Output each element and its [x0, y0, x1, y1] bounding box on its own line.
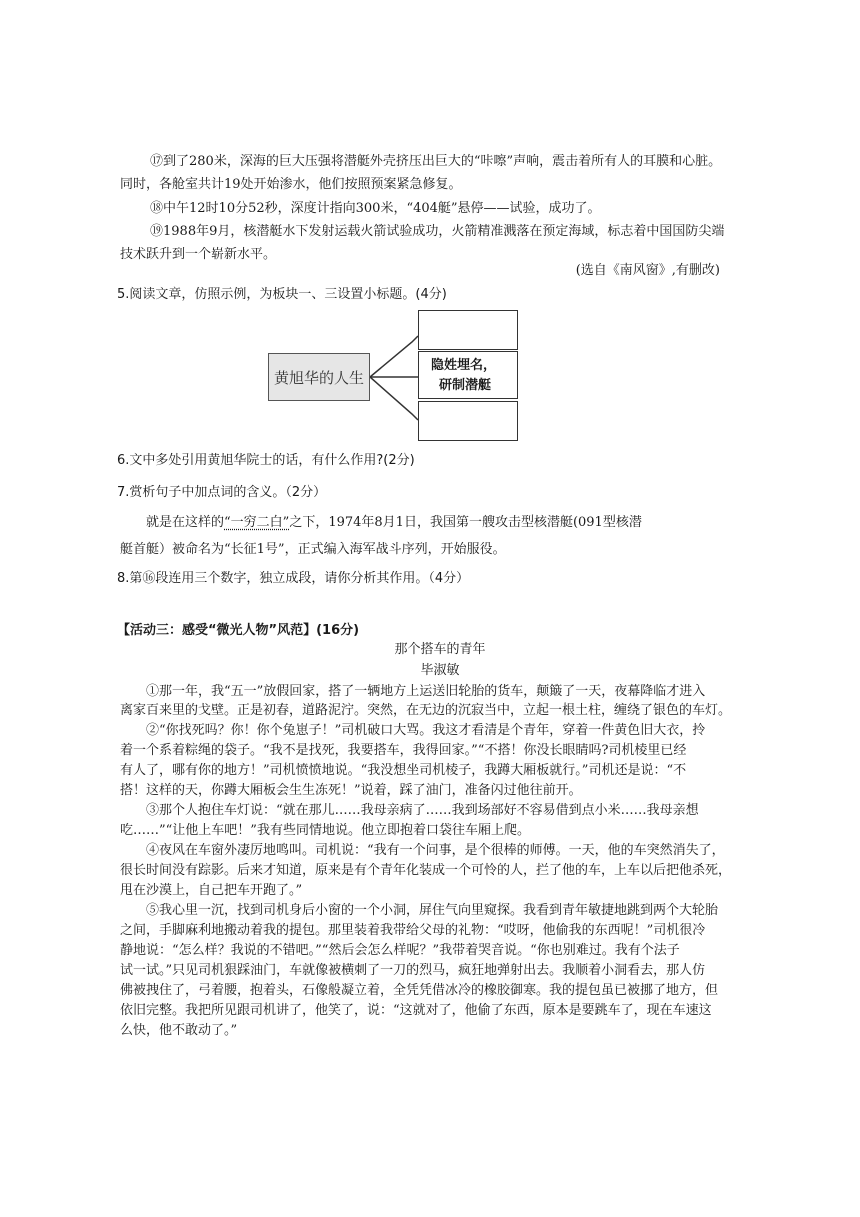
story-line: 吃……”“让他上车吧！”我有些同情地说。他立即抱着口袋往车厢上爬。: [120, 823, 530, 838]
story-line: 很长时间没有踪影。后来才知道，原来是有个青年化装成一个可怜的人，拦了他的车，上车以后把他杀死，: [120, 863, 732, 878]
question-8: 8.第⑯段连用三个数字，独立成段，请你分析其作用。（4分）: [117, 571, 470, 586]
question-7-sentence: [146, 514, 642, 532]
source-note: (选自《南风窗》,有删改): [575, 263, 720, 278]
q7-sentence-part-b: 之下，1974年8月1日，我国第一艘攻击型核潜艇(091型核潜: [289, 515, 642, 530]
question-7: 7.赏析句子中加点词的含义。（2分）: [117, 485, 327, 500]
story-line: 静地说：“怎么样？我说的不错吧。”“然后会怎么样呢？”我带着哭音说。“你也别难过。我有个法子: [120, 943, 680, 958]
story-line: ③那个人抱住车灯说：“就在那儿……我母亲病了……我到场部好不容易借到点小米……我母亲想: [146, 803, 699, 818]
diagram-root-label: 黄旭华的人生: [273, 368, 364, 387]
diagram-blank-box-3[interactable]: [418, 401, 518, 441]
passage-paragraph-19-cont: 技术跃升到一个崭新水平。: [120, 247, 277, 262]
diagram-root-box: [268, 353, 370, 401]
passage-paragraph-17: ⑰到了280米，深海的巨大压强将潜艇外壳挤压出巨大的“咔嚓”声响，震击着所有人的耳膜和心脏。: [150, 154, 722, 169]
diagram-middle-line2: 研制潜艇: [439, 378, 492, 393]
question-6: 6.文中多处引用黄旭华院士的话，有什么作用?(2分): [117, 453, 415, 468]
story-line: ④夜风在车窗外凄厉地鸣叫。司机说：“我有一个问事，是个很棒的师傅。一天，他的车突然消失了，: [146, 843, 725, 858]
story-author: 毕淑敏: [420, 663, 460, 678]
diagram-middle-line1: 隐姓埋名，: [431, 358, 497, 373]
story-line: 搭！这样的天，你蹲大厢板会生生冻死！”说着，踩了油门，准备闪过他往前开。: [120, 783, 582, 798]
passage-paragraph-17-cont: 同时，各舱室共计19处开始渗水，他们按照预案紧急修复。: [120, 177, 462, 192]
story-line: 有人了，哪有你的地方！”司机愤愤地说。“我没想坐司机棱子，我蹲大厢板就行。”司机还是说：“不: [120, 763, 687, 778]
story-line: 佛被拽住了，弓着腰，抱着头，石像般凝立着，全凭凭借冰冷的橡胶御寒。我的提包虽已被挪了地方，但: [120, 983, 719, 998]
story-line: 依旧完整。我把所见跟司机讲了，他笑了，说：“这就对了，他偷了东西，原本是要跳车了，现在车速这: [120, 1003, 712, 1018]
story-line: ②“你找死吗？你！你个兔崽子！”司机破口大骂。我这才看清是个青年，穿着一件黄色旧大衣，拎: [146, 723, 706, 738]
story-title: 那个搭车的青年: [394, 642, 486, 657]
q7-sentence-part-a: 就是在这样的: [146, 515, 225, 530]
story-line: 着一个系着粽绳的袋子。“我不是找死，我要搭车，我得回家。”“不搭！你没长眼睛吗?司机棱里已经: [120, 743, 687, 758]
story-line: 甩在沙漠上，自己把车开跑了。”: [120, 883, 303, 898]
story-line: 试一试。”只见司机狠踩油门，车就像被横刺了一刀的烈马，疯狂地弹射出去。我顺着小洞看去，那人仿: [120, 963, 706, 978]
question-5: 5.阅读文章，仿照示例，为板块一、三设置小标题。(4分): [117, 287, 447, 302]
question-7-sentence-cont: 艇首艇）被命名为“长征1号”，正式编入海军战斗序列，开始服役。: [120, 542, 506, 557]
passage-paragraph-18: ⑱中午12时10分52秒，深度计指向300米，“404艇”悬停——试验，成功了。: [150, 201, 601, 216]
story-line: ⑤我心里一沉，找到司机身后小窗的一个小洞，屏住气向里窥探。我看到青年敏捷地跳到两个大轮胎: [146, 903, 719, 918]
activity-three-heading: 【活动三：感受“微光人物”风范】(16分): [117, 623, 360, 638]
story-line: 之间，手脚麻利地搬动着我的提包。那里装着我带给父母的礼物：“哎呀，他偷我的东西呢！”司机很冷: [120, 923, 706, 938]
story-line: 离家百来里的戈壁。正是初春，道路泥泞。突然，在无边的沉寂当中，立起一根土柱，缠绕了银色的车灯。: [120, 703, 732, 718]
story-line: 么快，他不敢动了。”: [120, 1023, 238, 1038]
diagram-blank-box-1[interactable]: [418, 310, 518, 350]
q7-dotted-word: “一穷二白”: [224, 515, 290, 530]
story-line: ①那一年，我“五一”放假回家，搭了一辆地方上运送旧轮胎的货车，颠簸了一天，夜幕降临才进入: [146, 684, 706, 699]
diagram-middle-box: [418, 351, 518, 399]
passage-paragraph-19: ⑲1988年9月，核潜艇水下发射运载火箭试验成功，火箭精准溅落在预定海域，标志着中国国防尖端: [150, 224, 725, 239]
